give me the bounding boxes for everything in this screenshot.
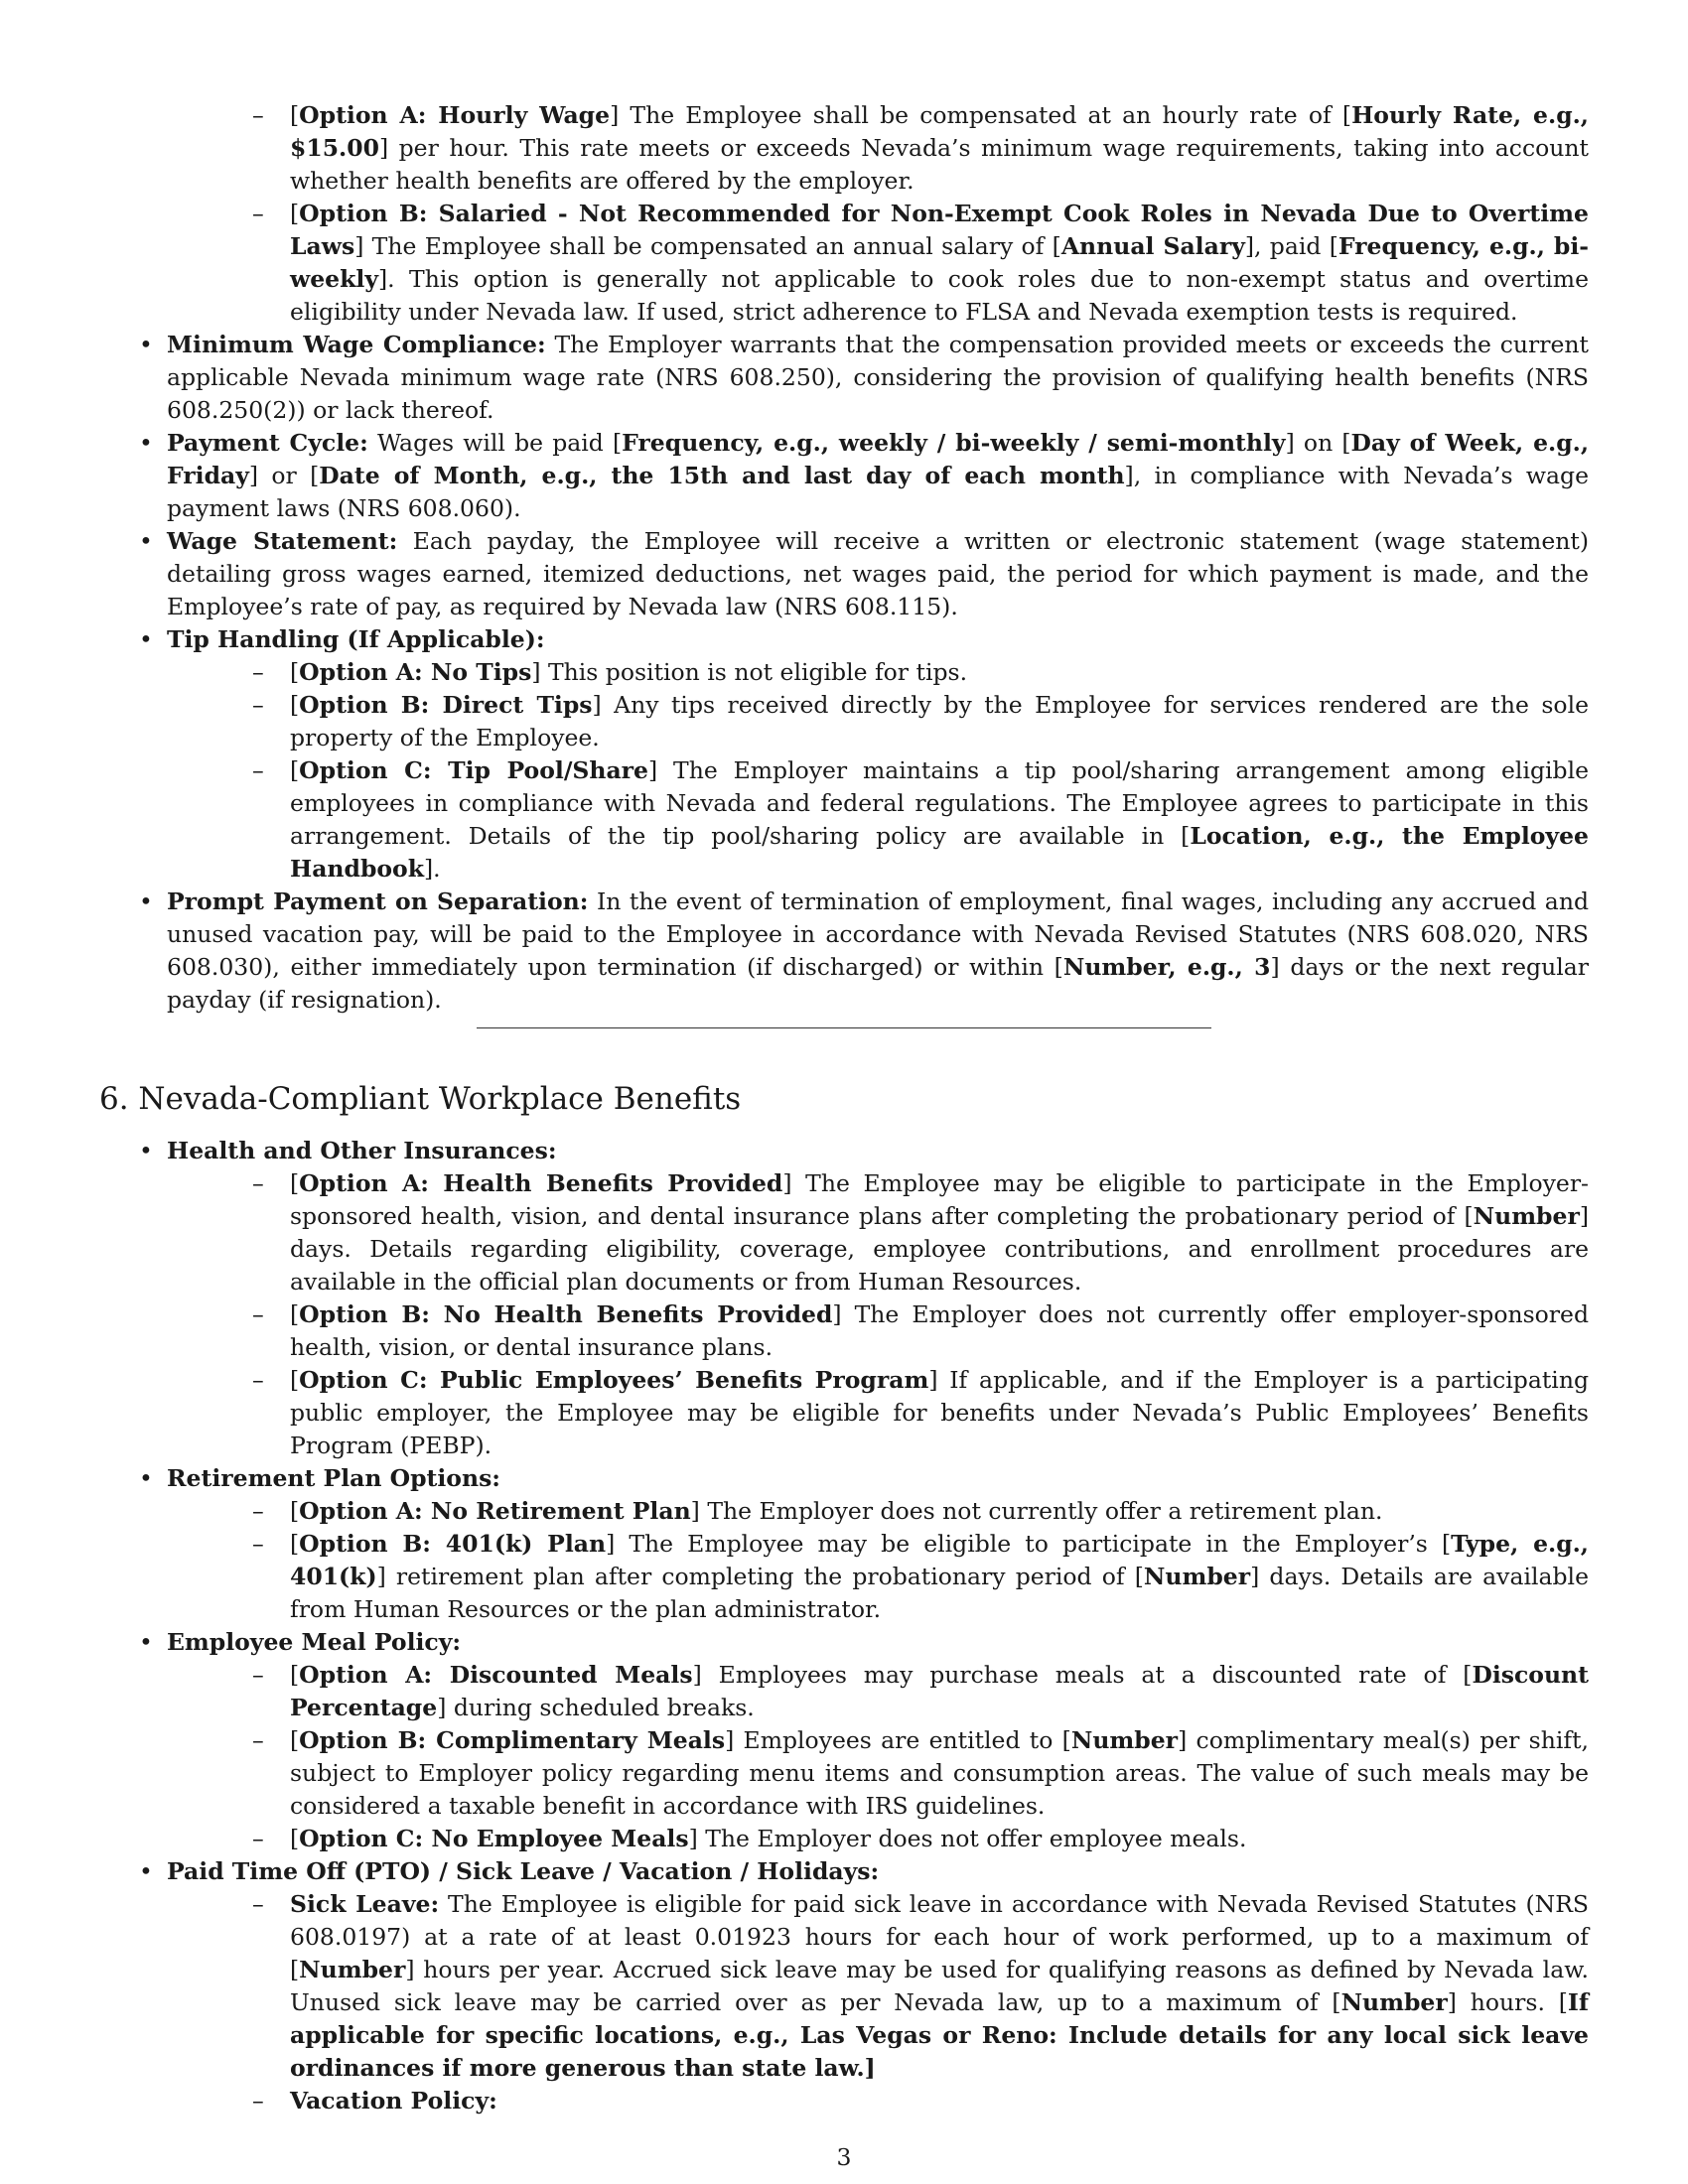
- option-label: Option A: Hourly Wage: [299, 101, 611, 129]
- option-direct-tips: – [Option B: Direct Tips] Any tips received directly by the Employee for services rendered are the sole property of the Employee.: [228, 689, 1589, 754]
- placeholder-field: Number: [1473, 1202, 1580, 1230]
- placeholder-field: Frequency, e.g., weekly / bi-weekly / semi-monthly: [622, 429, 1286, 457]
- retirement-options: [167, 1495, 1589, 1626]
- page-number: 3: [836, 2143, 852, 2171]
- option-401k: – [Option B: 401(k) Plan] The Employee may be eligible to participate in the Employer’s [Type, e.g., 401(k)] retirement plan after completing the probationary period of [Number] days. Details are available from Human Resources or the plan administrator.: [228, 1528, 1589, 1626]
- option-label: Option A: Discounted Meals: [299, 1661, 693, 1689]
- placeholder-field: Number: [1070, 1726, 1179, 1754]
- option-label: Option B: Direct Tips: [299, 691, 593, 719]
- health-insurance-item: [167, 1135, 1589, 1167]
- meal-policy-item: [167, 1626, 1589, 1659]
- pto-item: [167, 1855, 1589, 1888]
- option-no-tips: – [Option A: No Tips] This position is not eligible for tips.: [228, 656, 1589, 689]
- section-heading: 6. Nevada-Compliant Workplace Benefits: [99, 1081, 742, 1117]
- meal-options: [167, 1659, 1589, 1855]
- option-label: Option C: Public Employees’ Benefits Program: [299, 1366, 929, 1394]
- option-discounted-meals: – [Option A: Discounted Meals] Employees may purchase meals at a discounted rate of [Discount Percentage] during scheduled breaks.: [228, 1659, 1589, 1724]
- option-label: Option B: No Health Benefits Provided: [299, 1300, 833, 1328]
- option-label: Option C: Tip Pool/Share: [299, 756, 649, 784]
- prompt-payment-item: • Prompt Payment on Separation: In the event of termination of employment, final wages, including any accrued and unused vacation pay, will be paid to the Employee in accordance with Nevada Revised Statutes (NRS 608.020, NRS 608.030), either immediately upon termination (if discharged) or within [Number, e.g., 3] days or the next regular payday (if resignation).: [167, 886, 1589, 1017]
- benefits-section: [167, 1135, 1589, 2117]
- payment-cycle-item: • Payment Cycle: Wages will be paid [Frequency, e.g., weekly / bi-weekly / semi-monthly] on [Day of Week, e.g., Friday] or [Date of Month, e.g., the 15th and last day of each month], in compliance with Nevada’s wage payment laws (NRS 608.060).: [167, 427, 1589, 525]
- option-complimentary-meals: – [Option B: Complimentary Meals] Employees are entitled to [Number] complimentary meal(s) per shift, subject to Employer policy regarding menu items and consumption areas. The value of such meals may be considered a taxable benefit in accordance with IRS guidelines.: [228, 1724, 1589, 1823]
- placeholder-field: Location, e.g., the Employee Handbook: [290, 822, 1589, 883]
- option-no-health: – [Option B: No Health Benefits Provided] The Employer does not currently offer employer-sponsored health, vision, or dental insurance plans.: [228, 1298, 1589, 1364]
- pto-options: [167, 1888, 1589, 2117]
- tip-handling-item: [167, 623, 1589, 656]
- tip-options: [167, 656, 1589, 886]
- sick-leave-item: – Sick Leave: The Employee is eligible for paid sick leave in accordance with Nevada Revised Statutes (NRS 608.0197) at a rate of at least 0.01923 hours for each hour of work performed, up to a maximum of [Number] hours per year. Accrued sick leave may be used for qualifying reasons as defined by Nevada law. Unused sick leave may be carried over as per Nevada law, up to a maximum of [Number] hours. [If applicable for specific locations, e.g., Las Vegas or Reno: Include details for any local sick leave ordinances if more generous than state law.]: [228, 1888, 1589, 2085]
- option-pebp: – [Option C: Public Employees’ Benefits Program] If applicable, and if the Employer is a participating public employer, the Employee may be eligible for benefits under Nevada’s Public Employees’ Benefits Program (PEBP).: [228, 1364, 1589, 1462]
- item-label: Paid Time Off (PTO) / Sick Leave / Vacation / Holidays:: [167, 1857, 880, 1885]
- item-label: Employee Meal Policy:: [167, 1628, 462, 1656]
- placeholder-field: Number: [1143, 1563, 1251, 1590]
- option-label: Option A: Health Benefits Provided: [299, 1169, 783, 1197]
- placeholder-field: Annual Salary: [1060, 232, 1245, 260]
- placeholder-field: Number: [1340, 1988, 1448, 2016]
- placeholder-field: Day of Week, e.g., Friday: [167, 429, 1590, 489]
- option-label: Option C: No Employee Meals: [299, 1825, 689, 1852]
- placeholder-field: Hourly Rate, e.g., $15.00: [290, 101, 1589, 162]
- option-label: Option B: Salaried - Not Recommended for Non-Exempt Cook Roles in Nevada Due to Overtime Laws: [290, 200, 1589, 260]
- placeholder-field: Number: [299, 1956, 406, 1983]
- placeholder-field: Frequency, e.g., bi-weekly: [290, 232, 1589, 293]
- vacation-policy-item: [228, 2085, 1589, 2117]
- placeholder-field: Type, e.g., 401(k): [290, 1530, 1589, 1590]
- placeholder-field: Date of Month, e.g., the 15th and last day of each month: [319, 462, 1125, 489]
- item-label: Tip Handling (If Applicable):: [167, 625, 545, 653]
- placeholder-field: If applicable for specific locations, e.g., Las Vegas or Reno: Include details for any local sick leave ordinances if more generous than state law.: [290, 1988, 1589, 2082]
- horizontal-divider: [477, 1027, 1211, 1028]
- option-hourly-wage: – [Option A: Hourly Wage] The Employee shall be compensated at an hourly rate of [Hourly Rate, e.g., $15.00] per hour. This rate meets or exceeds Nevada’s minimum wage requirements, taking into account whether health benefits are offered by the employer.: [228, 99, 1589, 198]
- option-tip-pool: – [Option C: Tip Pool/Share] The Employer maintains a tip pool/sharing arrangement among eligible employees in compliance with Nevada and federal regulations. The Employee agrees to participate in this arrangement. Details of the tip pool/sharing policy are available in [Location, e.g., the Employee Handbook].: [228, 754, 1589, 886]
- health-options: [167, 1167, 1589, 1462]
- option-label: Option A: No Tips: [299, 658, 532, 686]
- placeholder-field: Discount Percentage: [290, 1661, 1589, 1721]
- item-label: Retirement Plan Options:: [167, 1464, 500, 1492]
- item-label: Health and Other Insurances:: [167, 1137, 557, 1164]
- wage-statement-item: • Wage Statement: Each payday, the Employee will receive a written or electronic statement (wage statement) detailing gross wages earned, itemized deductions, net wages paid, the period for which payment is made, and the Employee’s rate of pay, as required by Nevada law (NRS 608.115).: [167, 525, 1589, 623]
- option-label: Option B: 401(k) Plan: [299, 1530, 607, 1558]
- option-label: Option A: No Retirement Plan: [299, 1497, 691, 1525]
- option-label: Option B: Complimentary Meals: [299, 1726, 726, 1754]
- retirement-item: [167, 1462, 1589, 1495]
- placeholder-field: Number, e.g., 3: [1062, 953, 1271, 981]
- option-label: Sick Leave:: [290, 1890, 440, 1918]
- compensation-continued: [167, 99, 1589, 1017]
- item-label: Wage Statement:: [167, 527, 398, 555]
- minimum-wage-item: • Minimum Wage Compliance: The Employer warrants that the compensation provided meets or exceeds the current applicable Nevada minimum wage rate (NRS 608.250), considering the provision of qualifying health benefits (NRS 608.250(2)) or lack thereof.: [167, 329, 1589, 427]
- item-label: Prompt Payment on Separation:: [167, 887, 589, 915]
- option-salaried: – [Option B: Salaried - Not Recommended for Non-Exempt Cook Roles in Nevada Due to Overtime Laws] The Employee shall be compensated an annual salary of [Annual Salary], paid [Frequency, e.g., bi-weekly]. This option is generally not applicable to cook roles due to non-exempt status and overtime eligibility under Nevada law. If used, strict adherence to FLSA and Nevada exemption tests is required.: [228, 198, 1589, 329]
- compensation-options: [167, 99, 1589, 329]
- option-no-meals: – [Option C: No Employee Meals] The Employer does not offer employee meals.: [228, 1823, 1589, 1855]
- option-health-provided: – [Option A: Health Benefits Provided] The Employee may be eligible to participate in the Employer-sponsored health, vision, and dental insurance plans after completing the probationary period of [Number] days. Details regarding eligibility, coverage, employee contributions, and enrollment procedures are available in the official plan documents or from Human Resources.: [228, 1167, 1589, 1298]
- item-label: Payment Cycle:: [167, 429, 368, 457]
- item-label: Minimum Wage Compliance:: [167, 331, 546, 358]
- option-label: Vacation Policy:: [290, 2087, 497, 2115]
- option-no-retirement: – [Option A: No Retirement Plan] The Employer does not currently offer a retirement plan.: [228, 1495, 1589, 1528]
